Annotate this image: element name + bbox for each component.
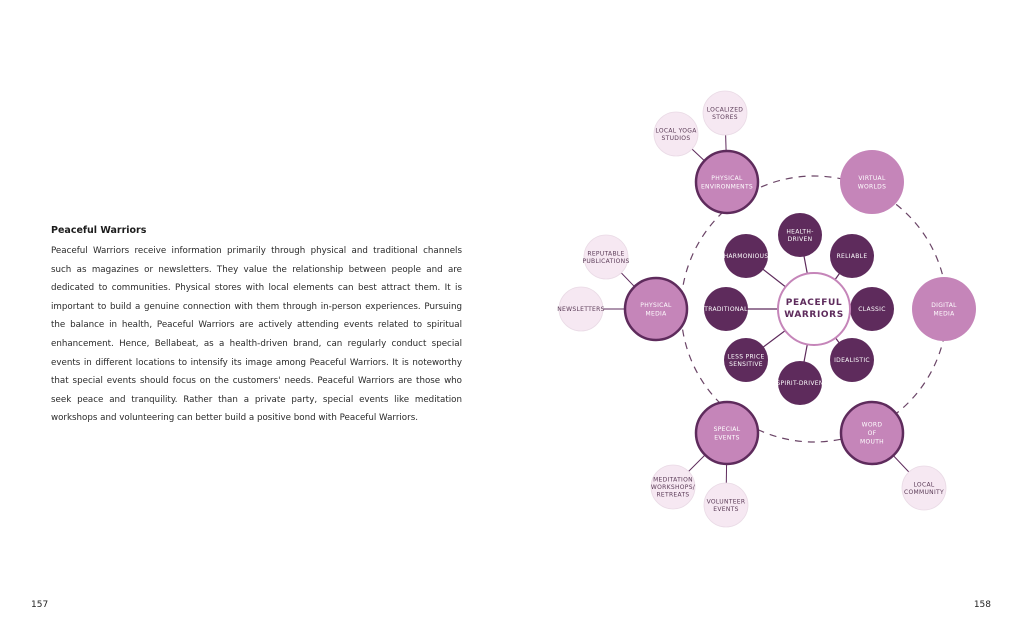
satellite-newsletters — [557, 287, 604, 331]
page-number-right: 158 — [973, 600, 991, 610]
page-number-left: 157 — [31, 600, 49, 610]
trait-idealistic — [830, 338, 874, 382]
satellite-volunteer-events — [704, 483, 748, 527]
channel-special-events — [696, 402, 758, 464]
channel-label: PHYSICAL ENVIRONMENTS — [700, 174, 754, 191]
channel-label: DIGITAL MEDIA — [931, 301, 957, 318]
trait-classic — [850, 287, 894, 331]
trait-label: SPIRIT-DRIVEN — [776, 380, 824, 387]
body-paragraph: Peaceful Warriors receive information primarily through physical and traditional channels such as magazines or newsletters. They value the relationship between people and are dedicated to communities. Physical stores with local elements can best attract them. It is important to build a genuine connection with them through in-person experiences. Pursuing the balance in health, Peaceful Warriors are actively attending events related to spiritual enhancement. Hence, Bellabeat, as a health-driven brand, can regularly conduct special events in different locations to intensify its image among Peaceful Warriors. It is noteworthy that special events should focus on the customers' needs. Peaceful Warriors are those who seek peace and tranquility. Rather than a private party, special events like meditation workshops and volunteering can better build a positive bond with Peaceful Warriors. — [51, 246, 462, 424]
satellite-label: LOCALIZED STORES — [706, 106, 744, 121]
channel-label: WORD OF MOUTH — [860, 421, 884, 446]
satellite-label: LOCAL YOGA STUDIOS — [655, 127, 697, 142]
trait-harmonious — [724, 234, 769, 278]
satellite-localized-stores — [703, 91, 747, 135]
satellite-reputable-publications — [582, 235, 629, 279]
channel-circle — [696, 151, 758, 213]
trait-label: TRADITIONAL — [704, 306, 748, 313]
trait-label: RELIABLE — [836, 253, 868, 260]
trait-label: HEALTH-DRIVEN — [786, 228, 814, 243]
channel-circle — [912, 277, 976, 341]
satellite-local-yoga-studios — [654, 112, 698, 156]
channel-circle — [625, 278, 687, 340]
trait-health-driven — [778, 213, 822, 257]
trait-traditional — [703, 287, 748, 331]
channel-label: SPECIAL EVENTS — [713, 425, 741, 442]
satellite-label: LOCAL COMMUNITY — [904, 481, 944, 496]
channel-word-of-mouth — [841, 402, 903, 464]
center-circle — [778, 273, 850, 345]
channel-virtual-worlds — [840, 150, 904, 214]
trait-reliable — [830, 234, 874, 278]
trait-label: HARMONIOUS — [723, 253, 769, 260]
trait-label: LESS PRICE SENSITIVE — [727, 353, 765, 368]
center-node — [778, 273, 850, 345]
satellite-label: NEWSLETTERS — [557, 306, 605, 313]
satellite-local-community — [902, 466, 946, 510]
trait-label: IDEALISTIC — [834, 357, 870, 364]
satellite-meditation-workshops — [651, 465, 696, 509]
satellite-label: MEDITATION WORKSHOPS/ RETREATS — [650, 476, 696, 499]
channel-physical-media — [625, 278, 687, 340]
section-heading: Peaceful Warriors — [51, 225, 147, 236]
satellite-label: REPUTABLE PUBLICATIONS — [582, 250, 630, 265]
channel-circle — [840, 150, 904, 214]
channel-circle — [696, 402, 758, 464]
trait-label: CLASSIC — [858, 306, 886, 313]
channel-digital-media — [912, 277, 976, 341]
channel-label: PHYSICAL MEDIA — [640, 301, 672, 318]
center-label: PEACEFUL WARRIORS — [784, 298, 844, 320]
trait-less-price-sensitive — [724, 338, 768, 382]
trait-spirit-driven — [776, 361, 823, 405]
satellite-label: VOLUNTEER EVENTS — [706, 498, 746, 513]
channel-label: VIRTUAL WORLDS — [857, 174, 887, 191]
channel-physical-environments — [696, 151, 758, 213]
